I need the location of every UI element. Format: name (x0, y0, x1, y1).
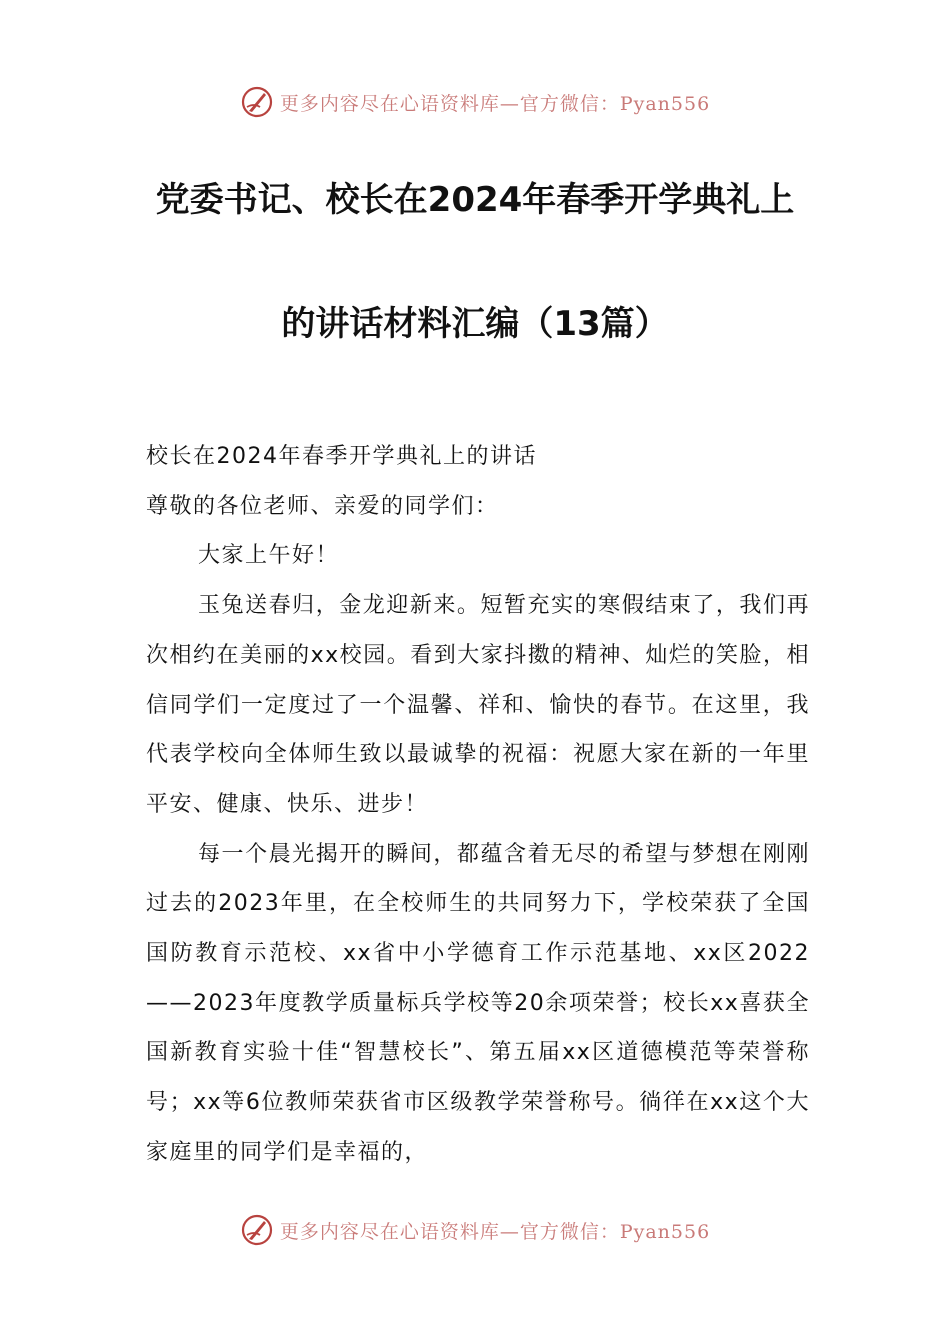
greeting: 大家上午好！ (198, 543, 340, 569)
speech-title: 校长在2024年春季开学典礼上的讲话 (146, 444, 537, 469)
footer-watermark-text: 更多内容尽在心语资料库—官方微信：Pyan556 (279, 1220, 711, 1243)
footer-watermark (0, 1210, 950, 1250)
header-watermark (0, 82, 950, 122)
paragraph-2: 每一个晨光揭开的瞬间，都蕴含着无尽的希望与梦想在刚刚过去的2023年里，在全校师生的共同努力下，学校荣获了全国国防教育示范校、xx省中小学德育工作示范基地、xx区2022——2023年度教学质量标兵学校等20余项荣誉；校长xx喜获全国新教育实验十佳“智慧校长”、第五届xx区道德模范等荣誉称号；xx等6位教师荣获省市区级教学荣誉称号。徜徉在xx这个大家庭里的同学们是幸福的， (146, 841, 810, 1165)
document-title-line-1: 党委书记、校长在2024年春季开学典礼上 (155, 180, 795, 220)
document-body (146, 432, 810, 1178)
document-title-line-2: 的讲话材料汇编（13篇） (281, 304, 669, 344)
header-watermark-text: 更多内容尽在心语资料库—官方微信：Pyan556 (279, 92, 711, 115)
quill-logo-icon (240, 85, 274, 119)
paragraph-1: 玉兔送春归，金龙迎新来。短暂充实的寒假结束了，我们再次相约在美丽的xx校园。看到大家抖擞的精神、灿烂的笑脸，相信同学们一定度过了一个温馨、祥和、愉快的春节。在这里，我代表学校向全体师生致以最诚挚的祝福：祝愿大家在新的一年里平安、健康、快乐、进步！ (146, 593, 810, 817)
salutation: 尊敬的各位老师、亲爱的同学们： (146, 493, 499, 519)
quill-logo-icon (240, 1213, 274, 1247)
